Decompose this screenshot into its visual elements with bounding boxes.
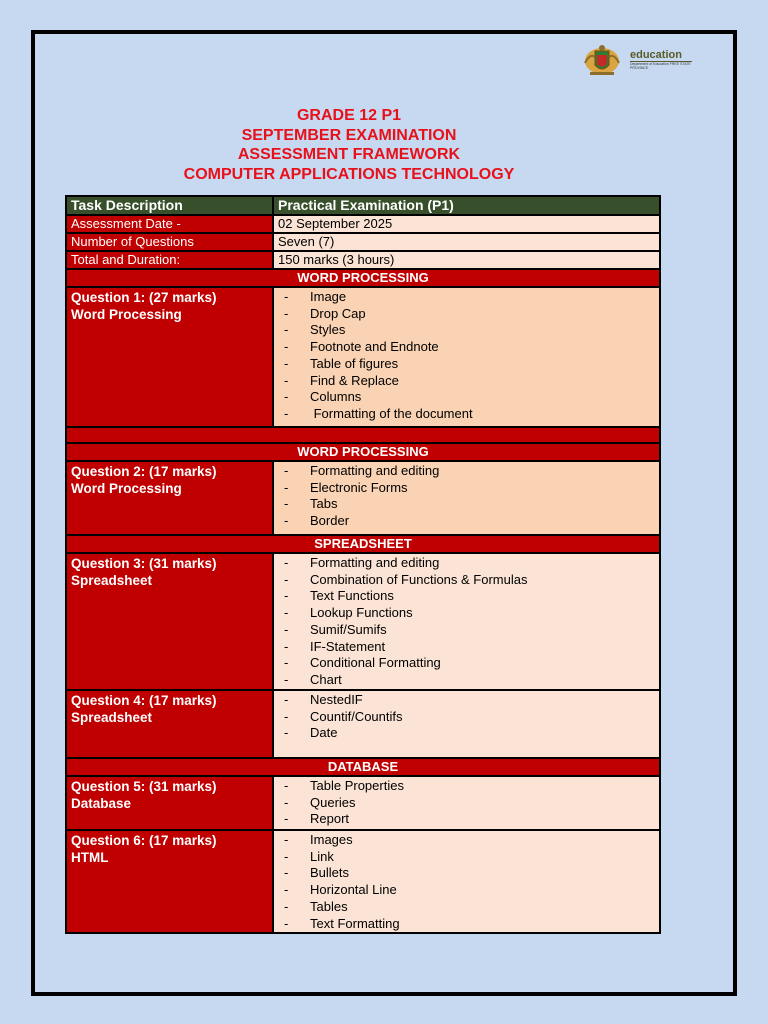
- info-row: [66, 215, 660, 233]
- table-header-row: [66, 196, 660, 215]
- topic-item: [278, 622, 655, 639]
- bullet-dash: -: [284, 915, 289, 931]
- topic-text: Countif/Countifs: [310, 708, 403, 724]
- bullet-dash: -: [284, 605, 289, 621]
- topic-item: [278, 849, 655, 866]
- question-topics-cell: [273, 553, 660, 690]
- bullet-dash: -: [284, 832, 289, 847]
- question-topics-cell: [273, 776, 660, 830]
- topic-item: [278, 639, 655, 656]
- topic-item: [278, 916, 655, 933]
- topic-text: Report: [310, 811, 350, 827]
- topic-item: [278, 655, 655, 672]
- info-value: Seven (7): [273, 233, 660, 251]
- topic-item: [278, 406, 655, 423]
- bullet-dash: -: [284, 671, 289, 687]
- question-subject: Word Processing: [71, 480, 182, 496]
- question-topics-cell: [273, 830, 660, 933]
- question-topics-cell: [273, 287, 660, 427]
- question-title: Question 4: (17 marks): [71, 693, 217, 708]
- topic-text: Columns: [310, 389, 362, 405]
- info-row: [66, 251, 660, 269]
- topic-text: Electronic Forms: [310, 479, 408, 495]
- topic-item: [278, 672, 655, 689]
- question-label-cell: [66, 690, 273, 758]
- bullet-dash: -: [284, 898, 289, 914]
- topic-text: Conditional Formatting: [310, 655, 441, 671]
- topic-text: Table of figures: [310, 355, 399, 371]
- question-title: Question 3: (31 marks): [71, 556, 217, 571]
- topic-text: Chart: [310, 671, 342, 687]
- section-row: [66, 535, 660, 553]
- topic-text: Sumif/Sumifs: [310, 621, 387, 637]
- topic-list: [278, 692, 655, 742]
- coat-of-arms-icon: [582, 43, 622, 77]
- bullet-dash: -: [284, 479, 289, 495]
- document-titles: [0, 106, 698, 184]
- bullet-dash: -: [284, 778, 289, 793]
- section-word-processing: WORD PROCESSING: [66, 269, 660, 287]
- question-subject: Database: [71, 795, 132, 811]
- question-row: [66, 287, 660, 427]
- topic-item: [278, 373, 655, 390]
- topic-text: Link: [310, 848, 334, 864]
- bullet-dash: -: [284, 571, 289, 587]
- topic-text: Find & Replace: [310, 372, 399, 388]
- bullet-dash: -: [284, 794, 289, 810]
- question-label-cell: [66, 553, 273, 690]
- topic-text: Bullets: [310, 865, 350, 881]
- bullet-dash: -: [284, 289, 289, 304]
- topic-item: [278, 882, 655, 899]
- topic-item: [278, 709, 655, 726]
- topic-text: Lookup Functions: [310, 605, 413, 621]
- question-subject: Word Processing: [71, 306, 182, 322]
- bullet-dash: -: [284, 389, 289, 405]
- topic-text: Formatting of the document: [310, 405, 473, 421]
- topic-text: Image: [310, 289, 347, 304]
- topic-item: [278, 306, 655, 323]
- section-row: [66, 443, 660, 461]
- topic-item: [278, 899, 655, 916]
- question-row: [66, 553, 660, 690]
- topic-text: Queries: [310, 794, 356, 810]
- topic-text: Tabs: [310, 496, 338, 512]
- topic-list: [278, 778, 655, 828]
- topic-item: [278, 389, 655, 406]
- topic-text: Formatting and editing: [310, 555, 440, 570]
- info-row: [66, 233, 660, 251]
- section-database: DATABASE: [66, 758, 660, 776]
- topic-text: Formatting and editing: [310, 463, 440, 478]
- info-label: Number of Questions: [66, 233, 273, 251]
- topic-text: Horizontal Line: [310, 882, 397, 898]
- education-logo: [582, 43, 692, 77]
- question-title: Question 5: (31 marks): [71, 779, 217, 794]
- topic-item: [278, 588, 655, 605]
- topic-list: [278, 463, 655, 530]
- bullet-dash: -: [284, 882, 289, 898]
- topic-item: [278, 496, 655, 513]
- spacer-row: [66, 427, 660, 443]
- topic-item: [278, 356, 655, 373]
- question-row: [66, 776, 660, 830]
- topic-text: Date: [310, 725, 338, 741]
- topic-item: [278, 811, 655, 828]
- bullet-dash: -: [284, 848, 289, 864]
- bullet-dash: -: [284, 692, 289, 707]
- question-title: Question 1: (27 marks): [71, 290, 217, 305]
- header-task-description: Task Description: [66, 196, 273, 215]
- topic-text: Footnote and Endnote: [310, 339, 439, 355]
- question-row: [66, 830, 660, 933]
- topic-text: IF-Statement: [310, 638, 386, 654]
- topic-item: [278, 339, 655, 356]
- bullet-dash: -: [284, 811, 289, 827]
- bullet-dash: -: [284, 372, 289, 388]
- topic-item: [278, 289, 655, 306]
- assessment-table: [65, 195, 661, 934]
- topic-text: Tables: [310, 898, 348, 914]
- bullet-dash: -: [284, 405, 289, 421]
- question-label-cell: [66, 287, 273, 427]
- topic-item: [278, 778, 655, 795]
- section-row: [66, 758, 660, 776]
- info-value: 02 September 2025: [273, 215, 660, 233]
- question-subject: Spreadsheet: [71, 572, 153, 588]
- question-title: Question 2: (17 marks): [71, 464, 217, 479]
- bullet-dash: -: [284, 339, 289, 355]
- section-word-processing: WORD PROCESSING: [66, 443, 660, 461]
- topic-text: Combination of Functions & Formulas: [310, 571, 528, 587]
- bullet-dash: -: [284, 638, 289, 654]
- question-topics-cell: [273, 690, 660, 758]
- bullet-dash: -: [284, 355, 289, 371]
- bullet-dash: -: [284, 725, 289, 741]
- topic-item: [278, 605, 655, 622]
- topic-text: Text Functions: [310, 588, 394, 604]
- header-practical-exam: Practical Examination (P1): [273, 196, 660, 215]
- question-topics-cell: [273, 461, 660, 535]
- section-row: [66, 269, 660, 287]
- topic-item: [278, 725, 655, 742]
- bullet-dash: -: [284, 588, 289, 604]
- topic-list: [278, 555, 655, 689]
- topic-text: Images: [310, 832, 353, 847]
- question-label-cell: [66, 830, 273, 933]
- bullet-dash: -: [284, 865, 289, 881]
- topic-list: [278, 289, 655, 423]
- topic-text: Table Properties: [310, 778, 404, 793]
- bullet-dash: -: [284, 322, 289, 338]
- question-label-cell: [66, 776, 273, 830]
- topic-item: [278, 795, 655, 812]
- title-grade: GRADE 12 P1: [296, 107, 402, 124]
- info-value: 150 marks (3 hours): [273, 251, 660, 269]
- bullet-dash: -: [284, 555, 289, 570]
- bullet-dash: -: [284, 496, 289, 512]
- question-label-cell: [66, 461, 273, 535]
- logo-subtext: Department of Education FREE STATE PROVINCE: [630, 62, 691, 70]
- topic-text: Border: [310, 513, 350, 529]
- bullet-dash: -: [284, 621, 289, 637]
- bullet-dash: -: [284, 708, 289, 724]
- question-subject: Spreadsheet: [71, 709, 153, 725]
- topic-item: [278, 692, 655, 709]
- topic-item: [278, 572, 655, 589]
- topic-item: [278, 322, 655, 339]
- question-row: [66, 461, 660, 535]
- question-row: [66, 690, 660, 758]
- topic-item: [278, 832, 655, 849]
- topic-list: [278, 832, 655, 932]
- title-framework: ASSESSMENT FRAMEWORK: [237, 146, 461, 163]
- bullet-dash: -: [284, 305, 289, 321]
- bullet-dash: -: [284, 655, 289, 671]
- logo-wordmark: education: [630, 49, 692, 62]
- topic-text: NestedIF: [310, 692, 363, 707]
- topic-text: Text Formatting: [310, 915, 400, 931]
- question-subject: HTML: [71, 849, 109, 865]
- info-label: Total and Duration:: [66, 251, 273, 269]
- topic-item: [278, 463, 655, 480]
- title-subject: COMPUTER APPLICATIONS TECHNOLOGY: [183, 165, 515, 183]
- bullet-dash: -: [284, 513, 289, 529]
- bullet-dash: -: [284, 463, 289, 478]
- section-spreadsheet: SPREADSHEET: [66, 535, 660, 553]
- topic-item: [278, 480, 655, 497]
- info-label: Assessment Date -: [66, 215, 273, 233]
- topic-item: [278, 513, 655, 530]
- topic-item: [278, 865, 655, 882]
- question-title: Question 6: (17 marks): [71, 833, 217, 848]
- topic-item: [278, 555, 655, 572]
- topic-text: Drop Cap: [310, 305, 366, 321]
- title-exam: SEPTEMBER EXAMINATION: [241, 126, 457, 144]
- topic-text: Styles: [310, 322, 346, 338]
